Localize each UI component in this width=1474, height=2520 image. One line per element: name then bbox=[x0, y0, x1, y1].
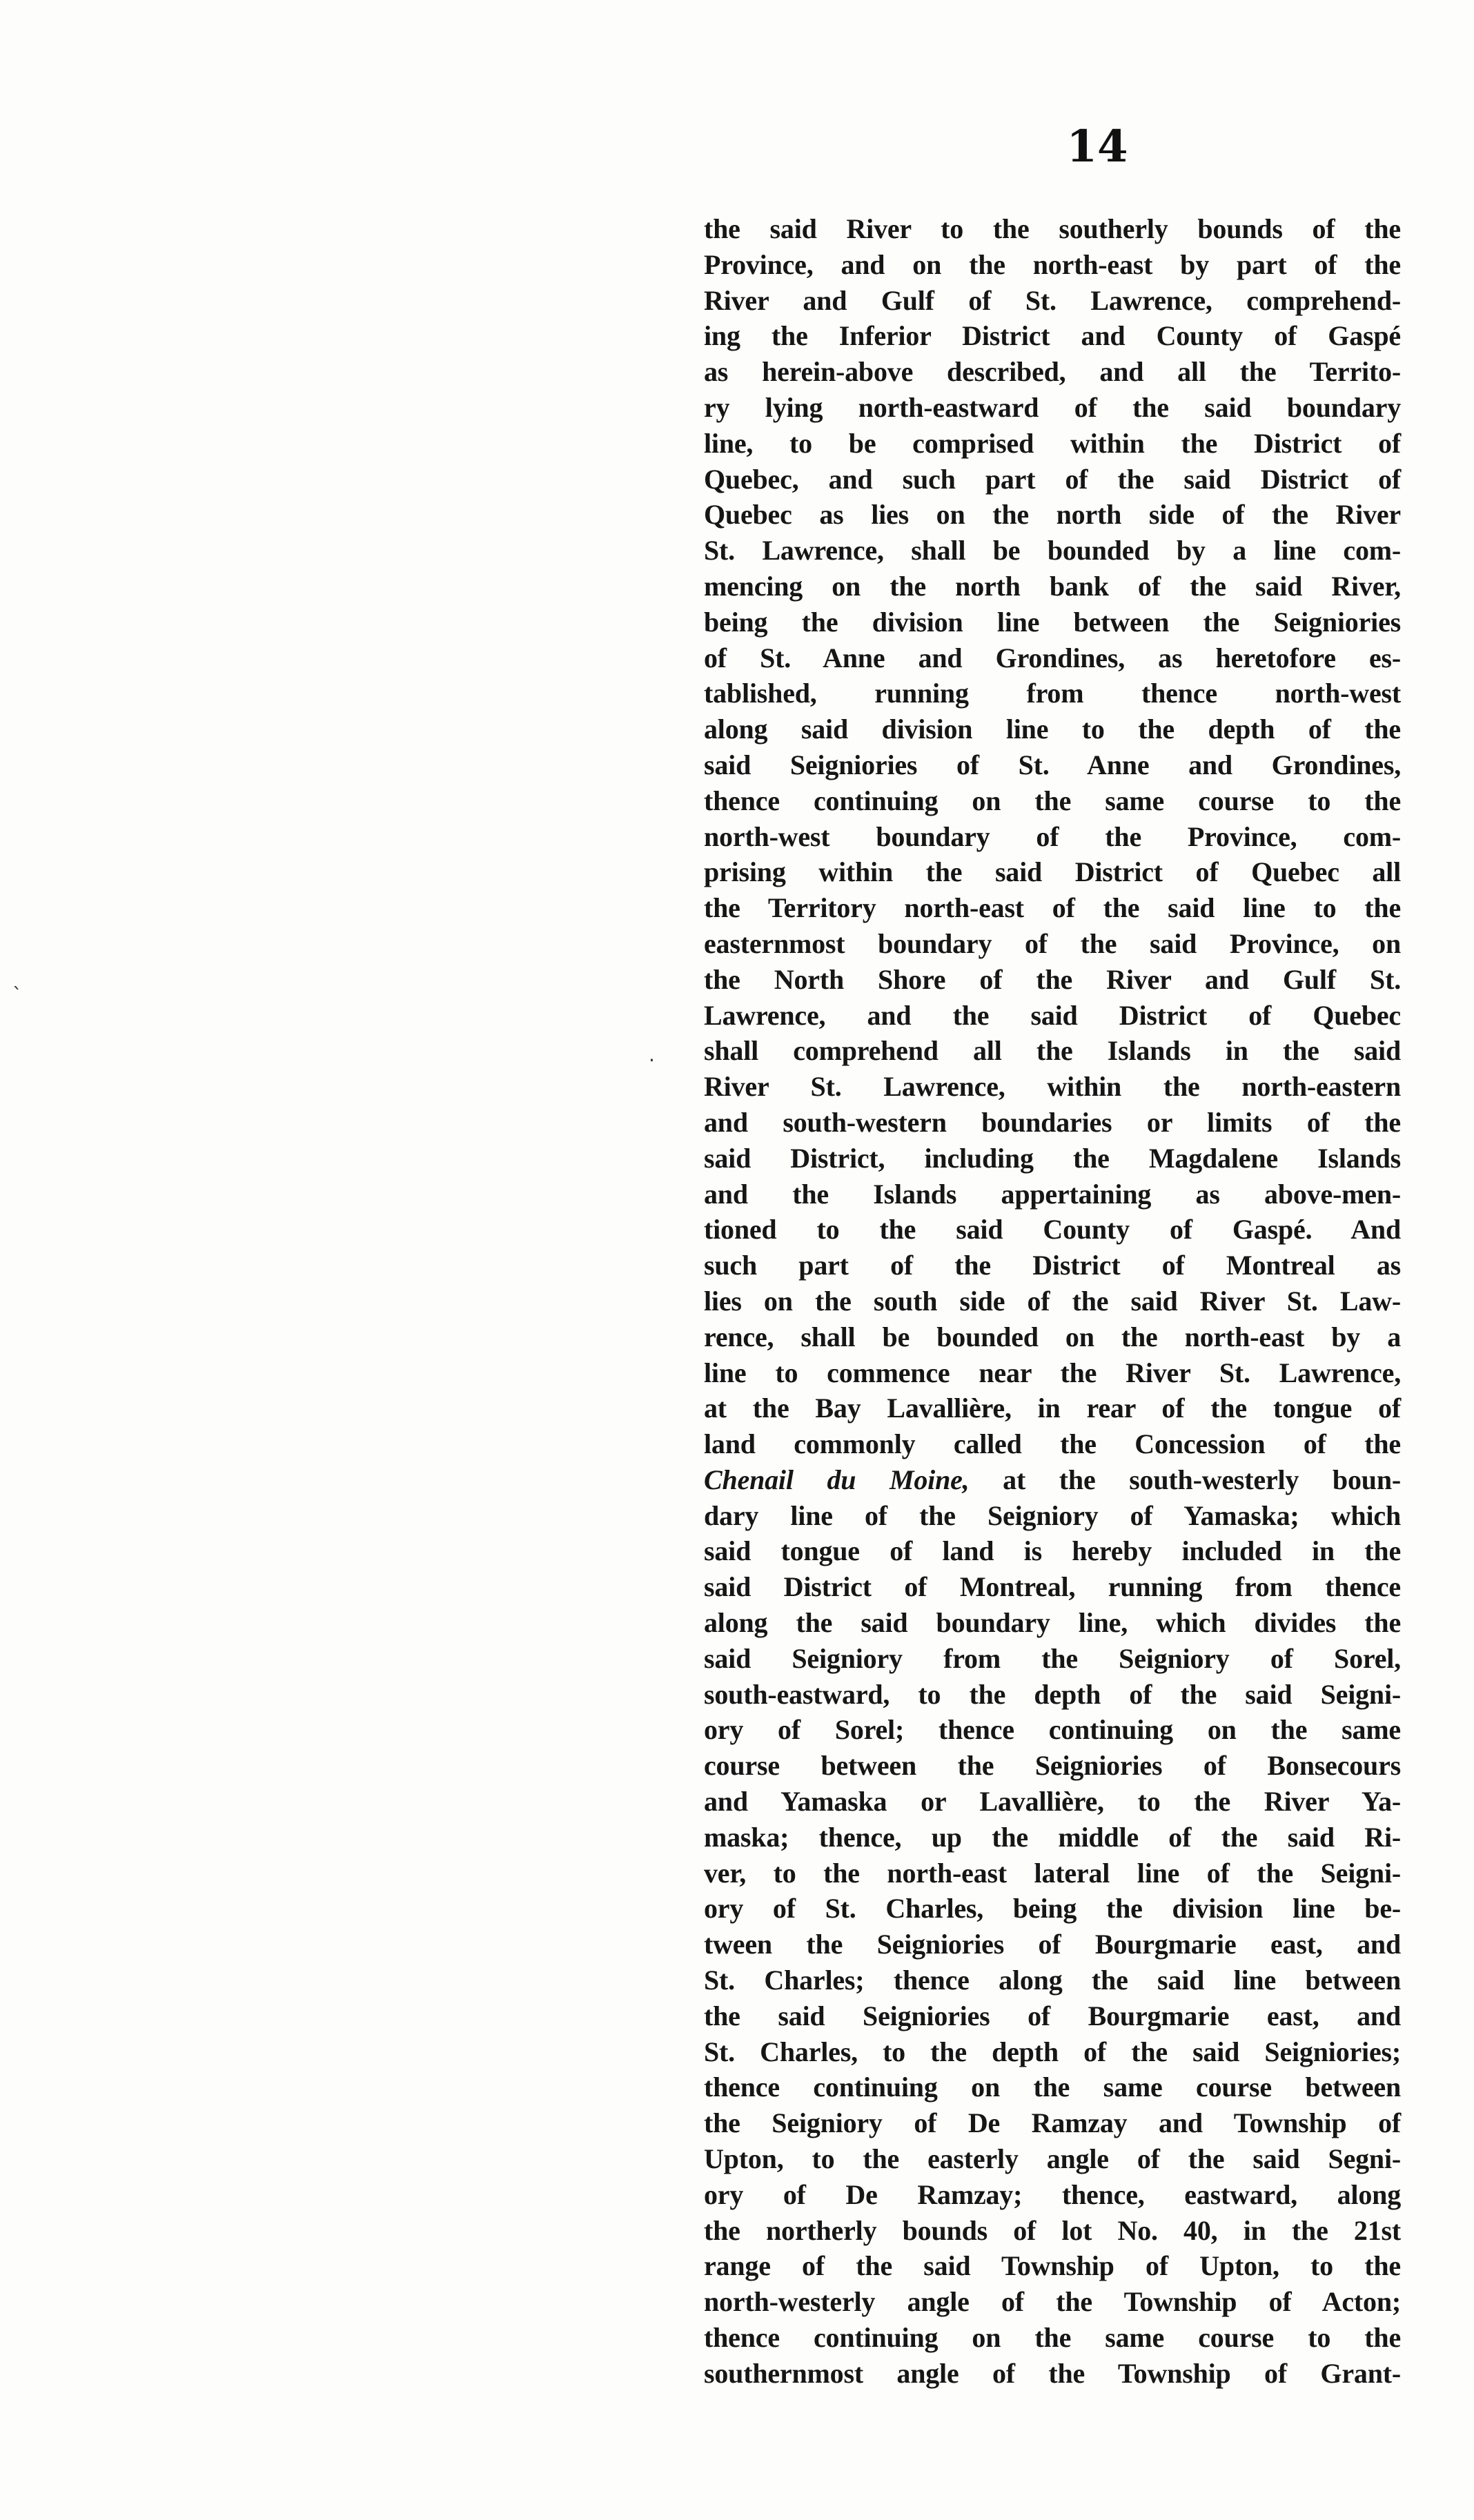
text-line: north-west boundary of the Province, com- bbox=[704, 820, 1401, 852]
text-line: lies on the south side of the said River St. Law- bbox=[704, 1285, 1401, 1317]
text-line: said Seigniories of St. Anne and Grondines, bbox=[704, 749, 1401, 780]
text-line: along the said boundary line, which divides the bbox=[704, 1607, 1401, 1639]
text-line: thence continuing on the same course to the bbox=[704, 785, 1401, 816]
text-line: said District, including the Magdalene Islands bbox=[704, 1142, 1401, 1174]
text-line: land commonly called the Concession of the bbox=[704, 1428, 1401, 1460]
text-line: the North Shore of the River and Gulf St. bbox=[704, 963, 1401, 995]
text-line: the northerly bounds of lot No. 40, in the 21st bbox=[704, 2214, 1401, 2246]
text-line: line to commence near the River St. Lawrence, bbox=[704, 1357, 1401, 1388]
text-line: said tongue of land is hereby included in the bbox=[704, 1535, 1401, 1567]
text-line: ory of St. Charles, being the division line be- bbox=[704, 1893, 1401, 1925]
text-line: at the Bay Lavallière, in rear of the tongue of bbox=[704, 1392, 1401, 1424]
text-line: and south-western boundaries or limits of the bbox=[704, 1106, 1401, 1138]
text-line: of St. Anne and Grondines, as heretofore es- bbox=[704, 642, 1401, 673]
text-line: maska; thence, up the middle of the said Ri- bbox=[704, 1821, 1401, 1853]
margin-dot: · bbox=[649, 1049, 655, 1072]
text-line: the Territory north-east of the said line to the bbox=[704, 892, 1401, 924]
text-line: Upton, to the easterly angle of the said Segni- bbox=[704, 2143, 1401, 2175]
text-line: River St. Lawrence, within the north-eastern bbox=[704, 1071, 1401, 1103]
text-line: tioned to the said County of Gaspé. And bbox=[704, 1214, 1401, 1246]
text-line: ory of De Ramzay; thence, eastward, along bbox=[704, 2178, 1401, 2210]
text-line: Lawrence, and the said District of Quebec bbox=[704, 999, 1401, 1031]
text-line: thence continuing on the same course between bbox=[704, 2071, 1401, 2103]
text-line: ory of Sorel; thence continuing on the same bbox=[704, 1714, 1401, 1746]
text-line: St. Lawrence, shall be bounded by a line com- bbox=[704, 535, 1401, 567]
italic-place-name: Chenail du Moine, bbox=[704, 1464, 970, 1495]
text-line: the said Seigniories of Bourgmarie east, and bbox=[704, 2000, 1401, 2031]
text-line: dary line of the Seigniory of Yamaska; which bbox=[704, 1499, 1401, 1531]
text-segment: at the south-westerly boun- bbox=[969, 1464, 1401, 1495]
text-line: the Seigniory of De Ramzay and Township of bbox=[704, 2107, 1401, 2139]
text-line: south-eastward, to the depth of the said Seigni- bbox=[704, 1678, 1401, 1710]
text-line: St. Charles, to the depth of the said Seigniories; bbox=[704, 2036, 1401, 2067]
text-line: ing the Inferior District and County of Gaspé bbox=[704, 320, 1401, 352]
text-line: thence continuing on the same course to the bbox=[704, 2322, 1401, 2354]
page-number: 14 bbox=[1066, 121, 1128, 173]
text-line: as herein-above described, and all the Territo- bbox=[704, 356, 1401, 388]
text-line: course between the Seigniories of Bonsecours bbox=[704, 1750, 1401, 1782]
text-line: southernmost angle of the Township of Grant- bbox=[704, 2357, 1401, 2389]
text-line: mencing on the north bank of the said River, bbox=[704, 570, 1401, 602]
text-line: and the Islands appertaining as above-men- bbox=[704, 1178, 1401, 1210]
text-line: shall comprehend all the Islands in the said bbox=[704, 1035, 1401, 1067]
body-text bbox=[704, 211, 1401, 2392]
text-line: River and Gulf of St. Lawrence, comprehend- bbox=[704, 284, 1401, 316]
text-line: St. Charles; thence along the said line between bbox=[704, 1965, 1401, 1996]
text-line: Quebec, and such part of the said District of bbox=[704, 463, 1401, 495]
text-line: north-westerly angle of the Township of Acton; bbox=[704, 2286, 1401, 2318]
text-line: and Yamaska or Lavallière, to the River Ya- bbox=[704, 1786, 1401, 1818]
text-line: such part of the District of Montreal as bbox=[704, 1250, 1401, 1281]
text-line: said Seigniory from the Seigniory of Sorel, bbox=[704, 1642, 1401, 1674]
text-line: line, to be comprised within the District of bbox=[704, 427, 1401, 459]
text-line: ry lying north-eastward of the said boundary bbox=[704, 391, 1401, 423]
text-line-with-italic bbox=[704, 1462, 1401, 1498]
text-line: tween the Seigniories of Bourgmarie east, and bbox=[704, 1929, 1401, 1960]
text-line: rence, shall be bounded on the north-east by a bbox=[704, 1321, 1401, 1352]
text-line: being the division line between the Seigniories bbox=[704, 606, 1401, 638]
text-line: the said River to the southerly bounds of the bbox=[704, 213, 1401, 244]
text-line: prising within the said District of Quebec all bbox=[704, 856, 1401, 888]
text-line: Province, and on the north-east by part of the bbox=[704, 248, 1401, 280]
text-line: Quebec as lies on the north side of the River bbox=[704, 499, 1401, 531]
text-line: tablished, running from thence north-west bbox=[704, 678, 1401, 709]
text-line: range of the said Township of Upton, to the bbox=[704, 2250, 1401, 2282]
margin-mark: ˋ bbox=[12, 983, 22, 1006]
text-line: along said division line to the depth of the bbox=[704, 713, 1401, 745]
text-line: said District of Montreal, running from thence bbox=[704, 1571, 1401, 1603]
text-line: easternmost boundary of the said Province, on bbox=[704, 927, 1401, 959]
text-line: ver, to the north-east lateral line of the Seigni- bbox=[704, 1857, 1401, 1889]
